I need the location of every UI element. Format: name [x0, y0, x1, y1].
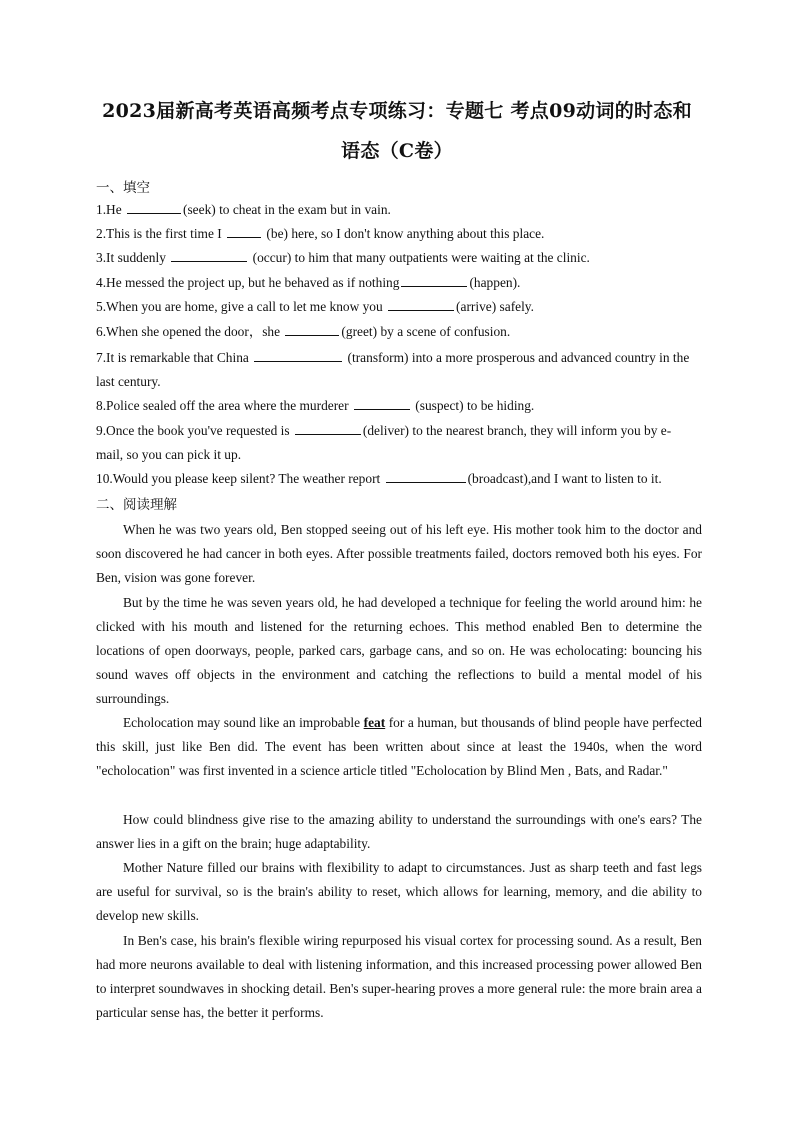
question-8 — [96, 394, 698, 418]
document-title-line2: 语态（C卷） — [341, 140, 453, 162]
reading-paragraph-1 — [96, 518, 702, 590]
answer-blank — [354, 397, 410, 410]
question-text: 2.This is the first time I — [96, 226, 226, 241]
paragraph-text: Mother Nature filled our brains with flexibility to adapt to circumstances. Just as sharp teeth and fast legs are useful for survival, so is the brain's ability to reset, which allows for learning, memory, and die ability to develop new skills. — [96, 860, 702, 923]
answer-blank — [386, 470, 466, 483]
question-text: (broadcast),and I want to listen to it. — [467, 471, 662, 486]
question-text: (occur) to him that many outpatients were waiting at the clinic. — [249, 250, 590, 265]
answer-blank — [388, 298, 454, 311]
question-text: 10.Would you please keep silent? The weather report — [96, 471, 384, 486]
question-text: 7.It is remarkable that China — [96, 350, 253, 365]
question-9 — [96, 419, 698, 467]
paragraph-text: How could blindness give rise to the amazing ability to understand the surroundings with one's ears? The answer lies in a gift on the brain; huge adaptability. — [96, 812, 702, 851]
reading-paragraph-5 — [96, 856, 702, 928]
question-text: (greet) by a scene of confusion. — [341, 324, 511, 339]
answer-blank — [254, 349, 342, 362]
question-text: (seek) to cheat in the exam but in vain. — [183, 202, 391, 217]
answer-blank — [171, 249, 247, 262]
answer-blank — [227, 225, 261, 238]
question-text: (happen). — [469, 275, 521, 290]
question-text: 8.Police sealed off the area where the murderer — [96, 398, 352, 413]
answer-blank — [401, 274, 467, 287]
question-text: 4.He messed the project up, but he behaved as if nothing — [96, 275, 400, 290]
question-text: 1.He — [96, 202, 126, 217]
question-text: 6.When she opened the door，she — [96, 324, 284, 339]
reading-paragraph-3 — [96, 711, 702, 783]
highlighted-word: feat — [363, 715, 386, 730]
answer-blank — [285, 323, 339, 336]
question-text: (deliver) to the nearest branch, they will inform you by e-mail, so you can pick it up. — [96, 423, 672, 462]
question-text: 3.It suddenly — [96, 250, 170, 265]
question-text: (suspect) to be hiding. — [411, 398, 535, 413]
paragraph-text: In Ben's case, his brain's flexible wiring repurposed his visual cortex for processing sound. As a result, Ben had more neurons available to deal with listening information, and this increased processing power allowed Ben to interpret soundwaves in shocking detail. Ben's super-hearing proves a more general rule: the more brain area a particular sense has, the better it performs. — [96, 933, 702, 1020]
question-3 — [96, 246, 698, 270]
question-text: 5.When you are home, give a call to let me know you — [96, 299, 387, 314]
question-text: 9.Once the book you've requested is — [96, 423, 293, 438]
paragraph-text: for a human, but thousands of blind people have perfected this skill, just like Ben did. The event has been written about since at least the 1940s, when the word "echolocation" was first invented in a science article titled "Echolocation by Blind Men , Bats, and Radar." — [96, 715, 702, 778]
question-5 — [96, 295, 698, 319]
section-heading-fill-blanks: 一、填空 — [96, 180, 150, 196]
question-7 — [96, 346, 698, 394]
question-1 — [96, 198, 698, 222]
reading-paragraph-6 — [96, 929, 702, 1025]
paragraph-text: When he was two years old, Ben stopped seeing out of his left eye. His mother took him to the doctor and soon discovered he had cancer in both eyes. After possible treatments failed, doctors removed both his eyes. For Ben, vision was gone forever. — [96, 522, 702, 585]
question-4 — [96, 271, 698, 295]
answer-blank — [127, 201, 181, 214]
question-text: (be) here, so I don't know anything about this place. — [263, 226, 545, 241]
question-10 — [96, 467, 698, 491]
paragraph-text: Echolocation may sound like an improbable — [123, 715, 364, 730]
reading-paragraph-2 — [96, 591, 702, 711]
reading-paragraph-4 — [96, 808, 702, 856]
question-text: (arrive) safely. — [456, 299, 534, 314]
section-heading-reading: 二、阅读理解 — [96, 497, 177, 513]
question-2 — [96, 222, 698, 246]
paragraph-text: But by the time he was seven years old, he had developed a technique for feeling the world around him: he clicked with his mouth and listened for the returning echoes. This method enabled Ben to determine the locations of open doorways, people, parked cars, garbage cans, and so on. He was echolocating: bouncing his sound waves off objects in the environment and catching the reflections to build a mental model of his surroundings. — [96, 595, 702, 706]
question-6 — [96, 320, 698, 344]
answer-blank — [295, 422, 361, 435]
question-text: (transform) into a more prosperous and advanced country in the last century. — [96, 350, 690, 389]
document-title-line1: 2023届新高考英语高频考点专项练习：专题七 考点09动词的时态和 — [102, 100, 692, 122]
